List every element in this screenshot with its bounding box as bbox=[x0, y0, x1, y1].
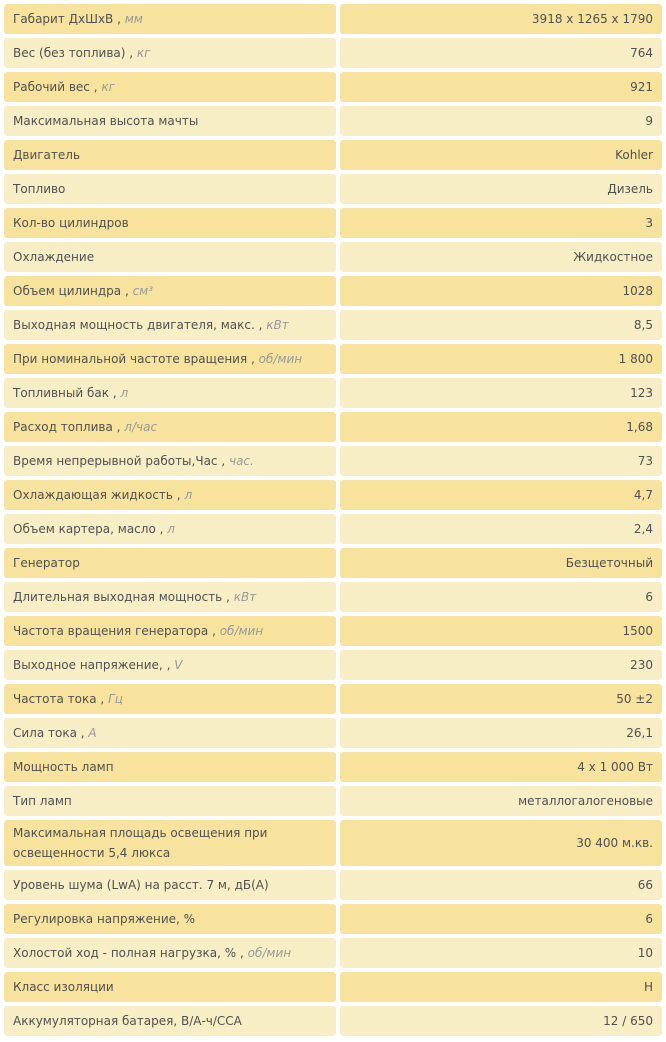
spec-label: Класс изоляции bbox=[13, 980, 114, 994]
spec-name-cell bbox=[4, 616, 336, 646]
spec-unit: л bbox=[167, 522, 175, 536]
spec-row bbox=[4, 174, 662, 204]
spec-unit-separator: , bbox=[247, 352, 259, 366]
spec-value: 73 bbox=[340, 446, 662, 476]
spec-unit: кг bbox=[101, 80, 115, 94]
spec-unit-separator: , bbox=[217, 454, 229, 468]
spec-label: Сила тока bbox=[13, 726, 77, 740]
spec-value: 30 400 м.кв. bbox=[340, 820, 662, 866]
spec-value: Жидкостное bbox=[340, 242, 662, 272]
spec-unit: об/мин bbox=[247, 946, 292, 960]
spec-unit-separator: , bbox=[208, 624, 220, 638]
spec-value: Дизель bbox=[340, 174, 662, 204]
spec-label: Рабочий вес bbox=[13, 80, 90, 94]
spec-unit-separator: , bbox=[76, 726, 89, 740]
spec-name-cell bbox=[4, 4, 336, 34]
spec-value: 6 bbox=[340, 582, 662, 612]
spec-unit: кг bbox=[136, 46, 151, 60]
spec-unit-separator: , bbox=[254, 318, 267, 332]
spec-name-cell bbox=[4, 718, 336, 748]
spec-label: Мощность ламп bbox=[13, 760, 114, 774]
spec-unit-separator: , bbox=[112, 420, 125, 434]
spec-label: Расход топлива bbox=[13, 420, 113, 434]
spec-label: Частота вращения генератора bbox=[13, 624, 209, 638]
spec-name-cell bbox=[4, 514, 336, 544]
spec-row bbox=[4, 140, 662, 170]
spec-label: Выходное напряжение, bbox=[13, 658, 163, 672]
spec-row bbox=[4, 1006, 662, 1036]
spec-name-cell bbox=[4, 38, 336, 68]
spec-row bbox=[4, 972, 662, 1002]
spec-row bbox=[4, 616, 662, 646]
spec-row bbox=[4, 870, 662, 900]
spec-row bbox=[4, 684, 662, 714]
spec-row bbox=[4, 718, 662, 748]
spec-value: 123 bbox=[340, 378, 662, 408]
spec-name-cell bbox=[4, 938, 336, 968]
spec-label: Кол-во цилиндров bbox=[13, 216, 129, 230]
spec-label: Двигатель bbox=[13, 148, 81, 162]
spec-value: H bbox=[340, 972, 662, 1002]
spec-unit-separator: , bbox=[96, 692, 109, 706]
spec-value: Kohler bbox=[340, 140, 662, 170]
spec-value: 50 ±2 bbox=[340, 684, 662, 714]
spec-unit-separator: , bbox=[162, 658, 175, 672]
spec-value: 12 / 650 bbox=[340, 1006, 662, 1036]
spec-value: 1,68 bbox=[340, 412, 662, 442]
spec-unit: кВт bbox=[266, 318, 289, 332]
spec-name-cell bbox=[4, 786, 336, 816]
spec-label: Частота тока bbox=[13, 692, 97, 706]
spec-unit: А bbox=[88, 726, 97, 740]
spec-value: 4,7 bbox=[340, 480, 662, 510]
spec-row bbox=[4, 514, 662, 544]
spec-row bbox=[4, 276, 662, 306]
spec-name-cell bbox=[4, 208, 336, 238]
spec-name-cell bbox=[4, 820, 336, 866]
spec-name-cell bbox=[4, 174, 336, 204]
spec-label: При номинальной частоте вращения bbox=[13, 352, 248, 366]
spec-value: 3918 x 1265 x 1790 bbox=[340, 4, 662, 34]
spec-value: 1 800 bbox=[340, 344, 662, 374]
spec-value: 764 bbox=[340, 38, 662, 68]
spec-label: Охлаждение bbox=[13, 250, 95, 264]
spec-value: 66 bbox=[340, 870, 662, 900]
spec-row bbox=[4, 752, 662, 782]
spec-name-cell bbox=[4, 446, 336, 476]
spec-label: Длительная выходная мощность bbox=[13, 590, 223, 604]
spec-label: Топливный бак bbox=[13, 386, 109, 400]
spec-row bbox=[4, 786, 662, 816]
spec-unit: кВт bbox=[233, 590, 257, 604]
spec-row bbox=[4, 4, 662, 34]
spec-label: Объем цилиндра bbox=[13, 284, 122, 298]
spec-name-cell bbox=[4, 72, 336, 102]
spec-unit: л/час bbox=[124, 420, 158, 434]
spec-name-cell bbox=[4, 1006, 336, 1036]
spec-label: Вес (без топлива) bbox=[13, 46, 126, 60]
spec-name-cell bbox=[4, 140, 336, 170]
spec-unit-separator: , bbox=[121, 284, 133, 298]
spec-label: Габарит ДхШхВ bbox=[13, 12, 114, 26]
spec-row bbox=[4, 820, 662, 866]
spec-name-cell bbox=[4, 480, 336, 510]
spec-name-cell bbox=[4, 548, 336, 578]
spec-unit: Гц bbox=[108, 692, 123, 706]
spec-unit: об/мин bbox=[258, 352, 303, 366]
spec-row bbox=[4, 242, 662, 272]
spec-name-cell bbox=[4, 582, 336, 612]
spec-label: Аккумуляторная батарея, В/А-ч/CCA bbox=[13, 1014, 242, 1028]
spec-row bbox=[4, 208, 662, 238]
spec-value: 1500 bbox=[340, 616, 662, 646]
spec-row bbox=[4, 72, 662, 102]
spec-row bbox=[4, 582, 662, 612]
spec-label: Время непрерывной работы,Час bbox=[13, 454, 218, 468]
spec-name-cell bbox=[4, 650, 336, 680]
spec-name-cell bbox=[4, 412, 336, 442]
spec-value: 3 bbox=[340, 208, 662, 238]
spec-unit-separator: , bbox=[155, 522, 168, 536]
spec-unit-separator: , bbox=[172, 488, 185, 502]
spec-unit: л bbox=[184, 488, 193, 502]
spec-value: 9 bbox=[340, 106, 662, 136]
spec-label: Максимальная площадь освещения при освещенности 5,4 люкса bbox=[13, 826, 268, 860]
spec-name-cell bbox=[4, 242, 336, 272]
spec-label: Объем картера, масло bbox=[13, 522, 156, 536]
spec-value: 10 bbox=[340, 938, 662, 968]
spec-row bbox=[4, 938, 662, 968]
spec-label: Охлаждающая жидкость bbox=[13, 488, 173, 502]
spec-name-cell bbox=[4, 904, 336, 934]
spec-row bbox=[4, 904, 662, 934]
spec-name-cell bbox=[4, 870, 336, 900]
spec-name-cell bbox=[4, 972, 336, 1002]
spec-value: 1028 bbox=[340, 276, 662, 306]
spec-unit-separator: , bbox=[222, 590, 234, 604]
spec-value: 8,5 bbox=[340, 310, 662, 340]
spec-row bbox=[4, 480, 662, 510]
spec-row bbox=[4, 446, 662, 476]
spec-unit: см³ bbox=[132, 284, 154, 298]
spec-row bbox=[4, 38, 662, 68]
spec-value: Безщеточный bbox=[340, 548, 662, 578]
spec-name-cell bbox=[4, 276, 336, 306]
spec-value: металлогалогеновые bbox=[340, 786, 662, 816]
spec-row bbox=[4, 650, 662, 680]
spec-value: 2,4 bbox=[340, 514, 662, 544]
spec-value: 230 bbox=[340, 650, 662, 680]
spec-unit-separator: , bbox=[89, 80, 102, 94]
spec-unit-separator: , bbox=[113, 12, 125, 26]
spec-name-cell bbox=[4, 378, 336, 408]
spec-label: Регулировка напряжение, % bbox=[13, 912, 196, 926]
spec-unit: мм bbox=[124, 12, 143, 26]
spec-name-cell bbox=[4, 310, 336, 340]
spec-value: 4 x 1 000 Вт bbox=[340, 752, 662, 782]
spec-unit: час. bbox=[228, 454, 254, 468]
spec-row bbox=[4, 344, 662, 374]
spec-unit-separator: , bbox=[236, 946, 248, 960]
spec-name-cell bbox=[4, 106, 336, 136]
spec-name-cell bbox=[4, 752, 336, 782]
spec-label: Топливо bbox=[13, 182, 66, 196]
spec-name-cell bbox=[4, 684, 336, 714]
spec-label: Холостой ход - полная нагрузка, % bbox=[13, 946, 237, 960]
spec-label: Уровень шума (LwA) на расст. 7 м, дБ(А) bbox=[13, 878, 269, 892]
spec-label: Тип ламп bbox=[13, 794, 72, 808]
spec-row bbox=[4, 106, 662, 136]
spec-row bbox=[4, 378, 662, 408]
spec-row bbox=[4, 412, 662, 442]
spec-value: 921 bbox=[340, 72, 662, 102]
spec-value: 6 bbox=[340, 904, 662, 934]
spec-unit: об/мин bbox=[219, 624, 264, 638]
spec-unit-separator: , bbox=[109, 386, 121, 400]
spec-label: Выходная мощность двигателя, макс. bbox=[13, 318, 255, 332]
spec-row bbox=[4, 548, 662, 578]
spec-label: Максимальная высота мачты bbox=[13, 114, 199, 128]
spec-label: Генератор bbox=[13, 556, 80, 570]
spec-unit-separator: , bbox=[125, 46, 137, 60]
specs-table-body bbox=[4, 4, 662, 1036]
spec-unit: V bbox=[174, 658, 183, 672]
spec-unit: л bbox=[120, 386, 129, 400]
spec-name-cell bbox=[4, 344, 336, 374]
spec-row bbox=[4, 310, 662, 340]
spec-value: 26,1 bbox=[340, 718, 662, 748]
